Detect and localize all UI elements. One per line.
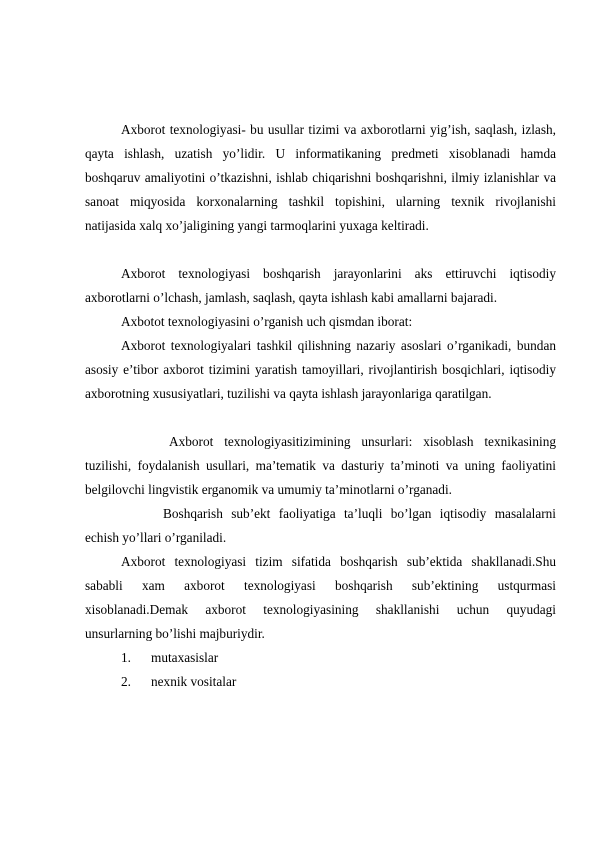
list-number: 1. [121, 650, 131, 665]
paragraph-operations: Axborot texnologiyasi boshqarish jarayonlarini aks ettiruvchi iqtisodiy axborotlarni o’lchash, jamlash, saqlash, qayta ishlash kabi amallarni bajaradi. [85, 266, 556, 305]
list-text: mutaxasislar [151, 650, 219, 665]
paragraph-definition: Axborot texnologiyasi- bu usullar tizimi va axborotlarni yig’ish, saqlash, izlash, qayta ishlash, uzatish yo’lidir. U informatikaning predmeti xisoblanadi hamda boshqaruv amaliyotini o’tkazishni, ishlab chiqarishni boshqarishni, ilmiy izlanishlar va sanoat miqyosida korxonalarning tashkil topishini, ularning texnik rivojlanishi natijasida xalq xo’jaligining yangi tarmoqlarini yuxaga keltiradi. [85, 122, 556, 233]
paragraph-system: Axborot texnologiyasi tizim sifatida boshqarish sub’ektida shakllanadi.Shu sababli xam axborot texnologiyasi boshqarish sub’ektining ustqurmasi xisoblanadi.Demak axborot texnologiyasining shakllanishi uchun quyudagi unsurlarning bo’lishi majburiydir. [85, 554, 556, 641]
paragraph-management: Boshqarish sub’ekt faoliyatiga ta’luqli bo’lgan iqtisodiy masalalarni echish yo’llari o’rganiladi. [85, 506, 556, 545]
list-text: nexnik vositalar [151, 674, 237, 689]
paragraph-elements: Axborot texnologiyasitizimining unsurlari: xisoblash texnikasining tuzilishi, foydalanish usullari, ma’tematik va dasturiy ta’minoti va uning faoliyatini belgilovchi lingvistik erganomik va umumiy ta’minotlarni o’rganadi. [85, 434, 556, 497]
list-number: 2. [121, 674, 131, 689]
paragraph-theory: Axborot texnologiyalari tashkil qilishning nazariy asoslari o’rganikadi, bundan asosiy e’tibor axborot tizimini yaratish tamoyillari, rivojlantirish bosqichlari, iqtisodiy axborotning xususiyatlari, tuzilishi va qayta ishlash jarayonlariga qaratilgan. [85, 338, 556, 401]
paragraph-three-parts: Axbotot texnologiyasini o’rganish uch qismdan iborat: [121, 314, 413, 329]
